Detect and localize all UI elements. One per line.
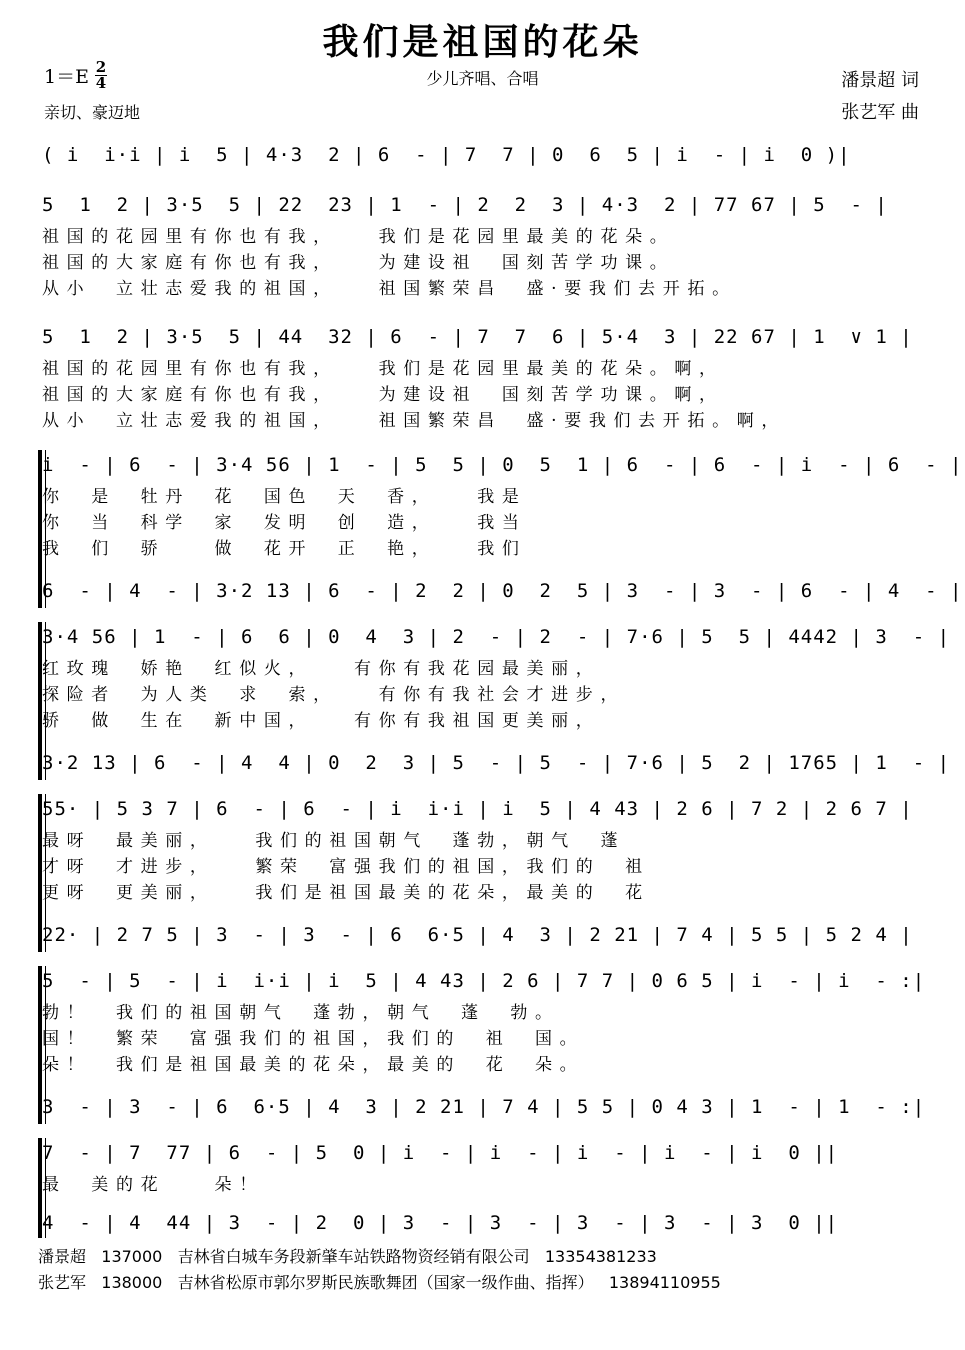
lyric-verse-3: 从小 立壮志爱我的祖国， 祖国繁荣昌 盛·要我们去开拓。	[42, 279, 737, 299]
lyric-verse-3: 更呀 更美丽， 我们是祖国最美的花朵，最美的 花	[42, 883, 650, 903]
notation-lower: 3 - | 3 - | 6 6·5 | 4 3 | 2 21 | 7 4 | 5 5 | 0 4 3 | 1 - | 1 - :|	[42, 1096, 926, 1118]
song-title: 我们是祖国的花朵	[322, 21, 643, 63]
notation-line: 5 1 2 | 3·5 5 | 44 32 | 6 - | 7 7 6 | 5·4 3 | 22 67 | 1 ∨ 1 |	[42, 326, 913, 348]
time-top: 2	[95, 58, 107, 76]
notation-line: 5 1 2 | 3·5 5 | 22 23 | 1 - | 2 2 3 | 4·3 2 | 77 67 | 5 - |	[42, 194, 888, 216]
lyric-verse-1: 最呀 最美丽， 我们的祖国朝气 蓬勃，朝气 蓬	[42, 831, 626, 851]
time-bottom: 4	[95, 74, 107, 92]
lyric-verse-2: 探险者 为人类 求 索， 有你有我社会才进步，	[42, 685, 626, 705]
lyric-verse-2: 祖国的大家庭有你也有我， 为建设祖 国刻苦学功课。	[42, 253, 675, 273]
lyric-verse-1: 勃！ 我们的祖国朝气 蓬勃，朝气 蓬 勃。	[42, 1003, 560, 1023]
lyric-verse-2: 你 当 科学 家 发明 创 造， 我当	[42, 513, 527, 533]
lyric-verse-2: 祖国的大家庭有你也有我， 为建设祖 国刻苦学功课。啊，	[42, 385, 724, 405]
lyric-coda: 最 美的花 朵！	[42, 1175, 264, 1195]
lyric-verse-1: 你 是 牡丹 花 国色 天 香， 我是	[42, 487, 527, 507]
lyricist-credit: 潘景超 词	[841, 70, 919, 91]
lyric-verse-3: 朵！ 我们是祖国最美的花朵，最美的 花 朵。	[42, 1055, 585, 1075]
lyric-verse-2: 国！ 繁荣 富强我们的祖国，我们的 祖 国。	[42, 1029, 585, 1049]
performance-mode: 少儿齐唱、合唱	[426, 69, 539, 88]
lyric-verse-3: 骄 做 生在 新中国， 有你有我祖国更美丽，	[42, 711, 601, 731]
footer-composer-contact: 张艺军 138000 吉林省松原市郭尔罗斯民族歌舞团（国家一级作曲、指挥） 13894110955	[38, 1273, 721, 1292]
key-label: 1＝E	[44, 66, 89, 88]
tempo-marking: 亲切、豪迈地	[44, 103, 141, 122]
composer-credit: 张艺军 曲	[841, 102, 919, 123]
notation-upper: i - | 6 - | 3·4 56 | 1 - | 5 5 | 0 5 1 | 6 - | 6 - | i - | 6 - |	[42, 454, 963, 476]
lyric-verse-3: 从小 立壮志爱我的祖国， 祖国繁荣昌 盛·要我们去开拓。啊，	[42, 411, 787, 431]
footer-lyricist-contact: 潘景超 137000 吉林省白城车务段新肇车站铁路物资经销有限公司 13354381233	[38, 1247, 657, 1266]
notation-line: ( i i·i | i 5 | 4·3 2 | 6 - | 7 7 | 0 6 5 | i - | i 0 )|	[42, 144, 851, 166]
lyric-verse-2: 才呀 才进步， 繁荣 富强我们的祖国，我们的 祖	[42, 857, 650, 877]
notation-upper: 55· | 5 3 7 | 6 - | 6 - | i i·i | i 5 | 4 43 | 2 6 | 7 2 | 2 6 7 |	[42, 798, 913, 820]
notation-lower: 4 - | 4 44 | 3 - | 2 0 | 3 - | 3 - | 3 - | 3 - | 3 0 ||	[42, 1212, 839, 1234]
notation-lower: 6 - | 4 - | 3·2 13 | 6 - | 2 2 | 0 2 5 | 3 - | 3 - | 6 - | 4 - |	[42, 580, 963, 602]
lyric-verse-1: 祖国的花园里有你也有我， 我们是花园里最美的花朵。	[42, 227, 675, 247]
notation-upper: 5 - | 5 - | i i·i | i 5 | 4 43 | 2 6 | 7 7 | 0 6 5 | i - | i - :|	[42, 970, 926, 992]
notation-lower: 22· | 2 7 5 | 3 - | 3 - | 6 6·5 | 4 3 | 2 21 | 7 4 | 5 5 | 5 2 4 |	[42, 924, 913, 946]
lyric-verse-1: 红玫瑰 娇艳 红似火， 有你有我花园最美丽，	[42, 659, 601, 679]
lyric-verse-1: 祖国的花园里有你也有我， 我们是花园里最美的花朵。啊，	[42, 359, 724, 379]
notation-upper: 7 - | 7 77 | 6 - | 5 0 | i - | i - | i - | i - | i 0 ||	[42, 1142, 839, 1164]
lyric-verse-3: 我 们 骄 做 花开 正 艳， 我们	[42, 539, 527, 559]
notation-lower: 3·2 13 | 6 - | 4 4 | 0 2 3 | 5 - | 5 - | 7·6 | 5 2 | 1765 | 1 - |	[42, 752, 951, 774]
notation-upper: 3·4 56 | 1 - | 6 6 | 0 4 3 | 2 - | 2 - | 7·6 | 5 5 | 4442 | 3 - |	[42, 626, 951, 648]
